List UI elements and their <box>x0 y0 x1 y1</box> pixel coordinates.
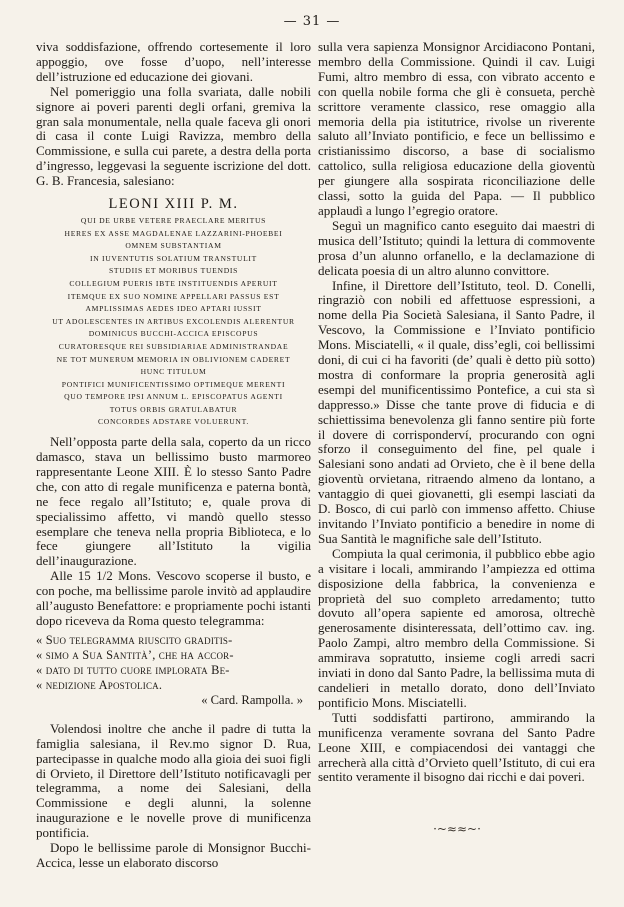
inscription-line: DOMINICUS BUCCHI-ACCICA EPISCOPUS <box>88 329 259 339</box>
ornament-divider: ·~≈≈~· <box>433 822 481 836</box>
paragraph: Nell’opposta parte della sala, coperto da un ricco damasco, stava un bellissimo busto marmoreo rappresentante Leone XIII. È lo stesso Santo Padre che, con atto di regale munificenza e paterna bontà, ne fece regalo all’Istituto; e, quale prova di specialissimo affetto, vi mandò quello stesso esemplare che teneva nella propria Biblioteca, e lo fece giungere all’Istituto la vigilia dell’inaugurazione. <box>36 434 311 569</box>
inscription-line: TOTUS ORBIS GRATULABATUR <box>109 404 238 414</box>
inscription-line: AMPLISSIMAS AEDES IDEO APTARI IUSSIT <box>85 304 262 314</box>
telegram-line: « nedizione Apostolica. <box>36 677 163 692</box>
telegram-line: « Suo telegramma riuscito graditis- <box>36 632 233 647</box>
paragraph: Alle 15 1/2 Mons. Vescovo scoperse il busto, e con poche, ma bellissime parole invitò ad applaudire all’augusto Benefattore: e propriamente pochi istanti dopo riceveva da Roma questo telegramma: <box>36 568 311 628</box>
right-column <box>318 40 595 785</box>
inscription-line: HUNC TITULUM <box>140 367 207 377</box>
paragraph: Compiuta la qual cerimonia, il pubblico ebbe agio a visitare i locali, ammirando l’ampiezza ed ottima disposizione della fabbrica, la convenienza e proprietà del suo completo arredamento; tutto dovuto all’opera sapiente ed amorosa, oltrechè generosamente disinteressata, dell’ottimo cav. ing. Paolo Zampi, altro membro della Commissione. Si ammirava sopratutto, insieme cogli arredi sacri inviati in dono dal Santo Padre, la bellissima muta di candelieri in metallo dorato, dono dell’Inviato pontificio Mons. Misciatelli. <box>318 545 595 710</box>
paragraph: viva soddisfazione, offrendo cortesemente il loro appoggio, ove fosse d’uopo, nell’interesse dell’istruzione ed educazione dei giovani. <box>36 39 311 84</box>
page-number: — 31 — <box>283 14 341 29</box>
inscription-line: HERES EX ASSE MAGDALENAE LAZZARINI-PHOEBEI <box>64 228 283 238</box>
inscription-line: UT ADOLESCENTES IN ARTIBUS EXCOLENDIS ALERENTUR <box>52 316 295 326</box>
paragraph: Infine, il Direttore dell’Istituto, teol. D. Conelli, ringraziò con nobili ed affettuose espressioni, a nome della Pia Società Salesiana, il Santo Padre, il Vescovo, la Commissione e l’Inviato pontificio Mons. Misciatelli, « il quale, diss’egli, coi bellissimi doni, di cui ci ha favoriti (de’ quali è detto più sotto) mostra di conformare la propria generosità agli esempi del munificentissimo Pontefice, a cui sta sì dappresso.» Disse che tante prove di fiducia e di schiettissima benevolenza gli fanno sentire più forte il dovere di corrisponderví, procurando con ogni sforzo il conseguimento del fine, pel quale i Salesiani sono andati ad Orvieto, che è il bene della gioventù orvietana, ritraendo almeno da lontano, a vantaggio di quei giovanetti, gli esempi lasciati da D. Bosco, di cui parlò con immenso affetto. Chiuse invitando l’Inviato pontificio a benedire in nome di Sua Santità le magnifiche sale dell’Istituto. <box>318 277 595 546</box>
inscription-line: IN IUVENTUTIS SOLATIUM TRANSTULIT <box>89 253 258 263</box>
telegram-quote <box>36 633 311 708</box>
left-column <box>36 40 311 871</box>
paragraph: Volendosi inoltre che anche il padre di tutta la famiglia salesiana, il Rev.mo signor D. Rua, partecipasse in qualche modo alla gioia dei suoi figli di Orvieto, il Direttore dell’Istituto notificavagli per telegramma, a nome dei Salesiani, della Commissione e degli alunni, la solenne inaugurazione e le novelle prove di munificenza pontificia. <box>36 720 311 841</box>
paragraph: Dopo le bellissime parole di Monsignor Bucchi-Accica, lesse un elaborato discorso <box>36 840 311 870</box>
paragraph: Tutti soddisfatti partirono, ammirando la munificenza veramente sovrana del Santo Padre Leone XIII, e compiacendosi dei vantaggi che arrecherà alla città d’Orvieto quell’Istituto, di cui era sentito veramente il bisogno dai ricchi e dai poveri. <box>318 709 595 785</box>
inscription-line: CONCORDES ADSTARE VOLUERUNT. <box>98 417 249 427</box>
paragraph: sulla vera sapienza Monsignor Arcidiacono Pontani, membro della Commissione. Quindi il cav. Luigi Fumi, altro membro di essa, con vibrato accento e con quella nobile forma che gli è consueta, perchè scrittore veramente classico, rese omaggio alla memoria della pia istitutrice, rivolse un riverente saluto all’Inviato pontificio, e fece un bellissimo e cristianissimo discorso, a base di socialismo cattolico, sulla religiosa educazione della gioventù per giungere alla sospirata riconciliazione delle classi, sotto la guida del Papa. — Il pubblico applaudì a lungo l’egregio oratore. <box>318 39 595 218</box>
telegram-line: « simo a Sua Santità’, che ha accor- <box>36 647 234 662</box>
inscription-line: PONTIFICI MUNIFICENTISSIMO OPTIMEQUE MERENTI <box>61 379 286 389</box>
inscription-line: ITEMQUE EX SUO NOMINE APPELLARI PASSUS EST <box>67 291 280 301</box>
paragraph: Nel pomeriggio una folla svariata, dalle nobili signore ai poveri parenti degli orfani, gremiva la gran sala monumentale, nella quale faceva gli onori di casa il conte Luigi Ravizza, membro della Commissione, e sulla cui parete, a destra della porta d’ingresso, leggevasi la seguente iscrizione del dott. G. B. Francesia, salesiano: <box>36 83 311 189</box>
inscription-title: LEONI XIII P. M. <box>108 196 239 213</box>
inscription-line: COLLEGIUM PUERIS IBTE INSTITUENDIS APERUIT <box>69 278 278 288</box>
inscription-line: STUDIIS ET MORIBUS TUENDIS <box>108 266 239 276</box>
inscription-line: OMNEM SUBSTANTIAM <box>125 241 222 251</box>
inscription <box>36 197 311 429</box>
telegram-line: « dato di tutto cuore implorata Be- <box>36 662 230 677</box>
telegram-signature: « Card. Rampolla. » <box>201 692 303 707</box>
inscription-line: CURATORESQUE REI SUBSIDIARIAE ADMINISTRANDAE <box>58 341 289 351</box>
paragraph: Seguì un magnifico canto eseguito dai maestri di musica dell’Istituto; quindi la lettura di commovente prosa d’un alunno orfanello, e la declamazione di delicata poesia di un altro alunno convittore. <box>318 217 595 278</box>
inscription-line: NE TOT MUNERUM MEMORIA IN OBLIVIONEM CADERET <box>56 354 291 364</box>
inscription-line: QUO TEMPORE IPSI ANNUM L. EPISCOPATUS AGENTI <box>64 392 283 402</box>
spacer <box>36 708 311 722</box>
inscription-line: QUI DE URBE VETERE PRAECLARE MERITUS <box>80 215 267 225</box>
